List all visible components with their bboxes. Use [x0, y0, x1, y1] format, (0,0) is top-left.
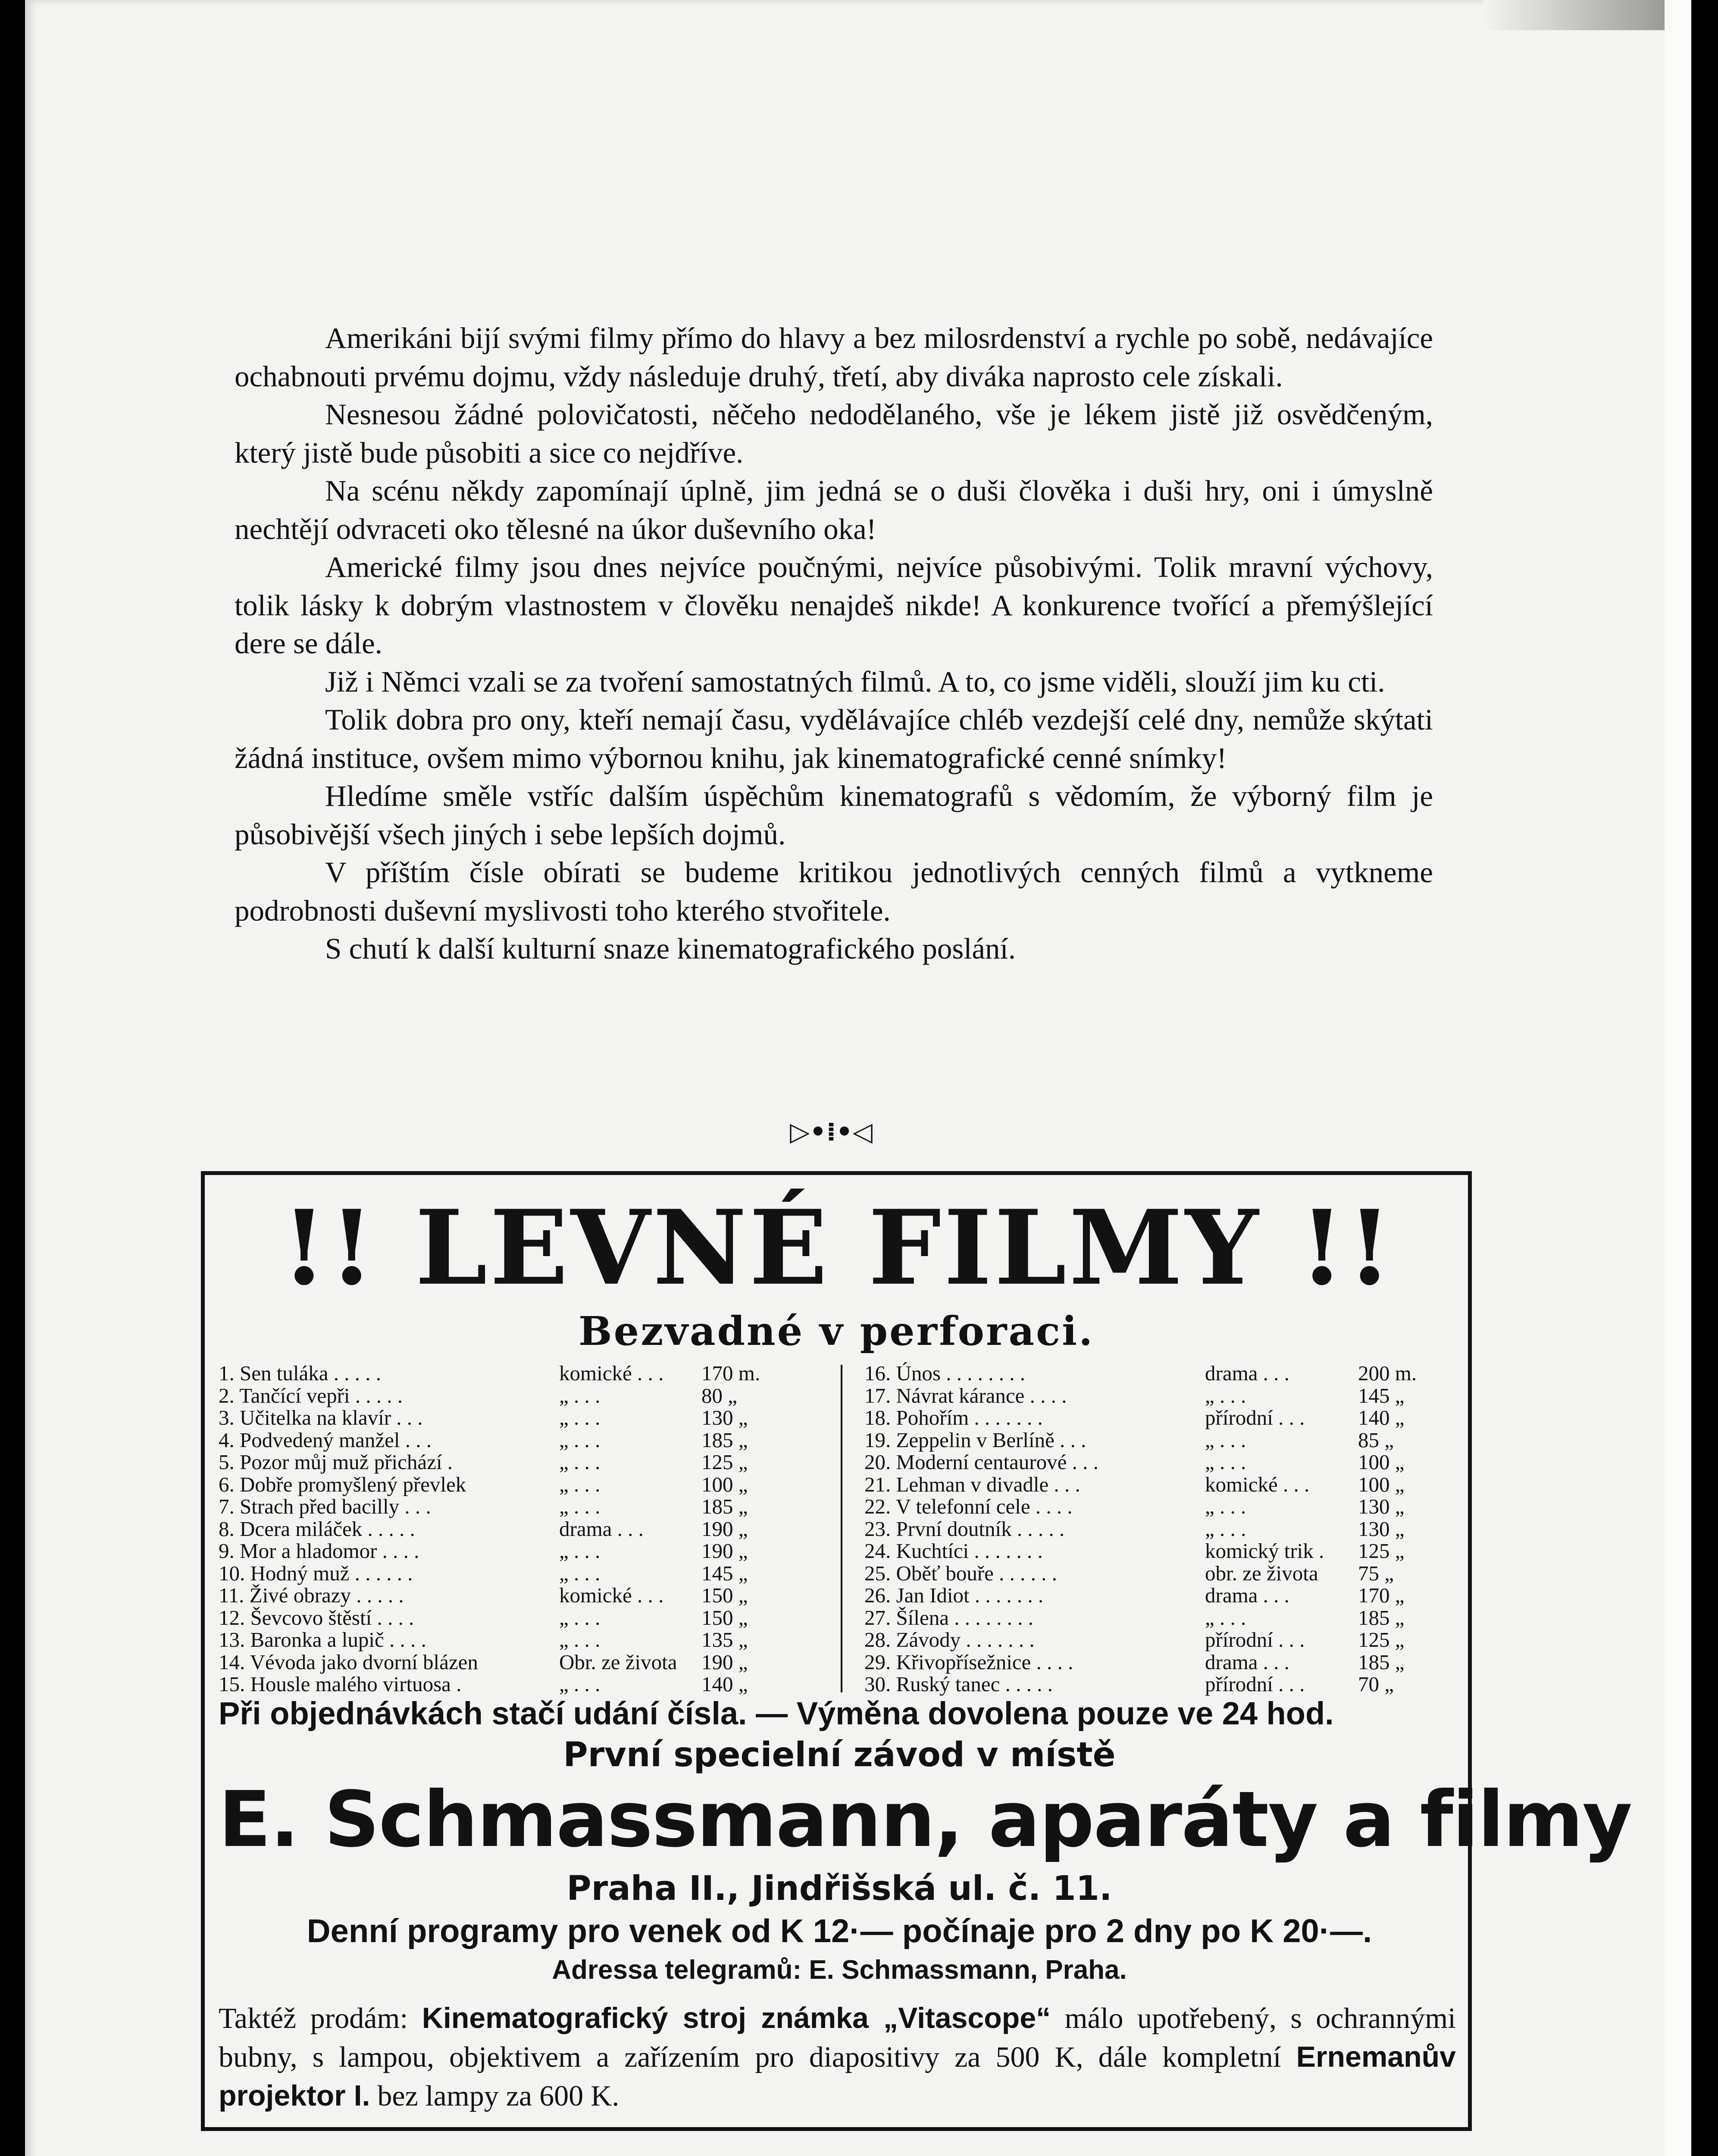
- film-length: 145 „: [701, 1561, 748, 1585]
- film-row: [864, 1495, 1455, 1518]
- film-title: 30. Ruský tanec . . . . .: [864, 1672, 1053, 1696]
- film-title: 28. Závody . . . . . . .: [864, 1628, 1035, 1651]
- film-genre: „ . . .: [559, 1428, 601, 1452]
- paragraph: Tolik dobra pro ony, kteří nemají času, vydělávajíce chléb vezdejší celé dny, nemůže skýtati žádná instituce, ovšem mimo výbornou knihu, jak kinematografické cenné snímky!: [235, 703, 1433, 774]
- first-company-line: První specielní závod v místě: [563, 1736, 1116, 1774]
- paragraph: Hledíme směle vstříc dalším úspěchům kinematografů s vědomím, že výborný film je působivější všech jiných i sebe lepších dojmů.: [235, 780, 1433, 851]
- film-row: [219, 1362, 824, 1385]
- film-title: 22. V telefonní cele . . . .: [864, 1495, 1073, 1518]
- paragraph: Již i Němci vzali se za tvoření samostatných filmů. A to, co jsme viděli, slouží jim ku cti.: [325, 665, 1385, 698]
- film-title: 7. Strach před bacilly . . .: [219, 1495, 431, 1518]
- film-row: [864, 1385, 1455, 1407]
- film-length: 200 m.: [1358, 1361, 1417, 1385]
- film-title: 19. Zeppelin v Berlíně . . .: [864, 1428, 1086, 1452]
- company-name: E. Schmassmann, aparáty a filmy: [219, 1775, 1632, 1864]
- company-address: Praha II., Jindřišská ul. č. 11.: [566, 1869, 1112, 1908]
- page-sheet: [25, 0, 1691, 2156]
- film-genre: „ . . .: [559, 1605, 601, 1630]
- film-genre: drama . . .: [559, 1517, 644, 1541]
- film-genre: komické . . .: [1205, 1472, 1310, 1496]
- film-genre: „ . . .: [559, 1450, 601, 1474]
- film-length: 190 „: [701, 1650, 748, 1674]
- film-row: [864, 1584, 1455, 1607]
- film-row: [219, 1540, 824, 1562]
- film-length: 190 „: [701, 1539, 748, 1563]
- film-title: 10. Hodný muž . . . . . .: [219, 1561, 413, 1585]
- film-title: 3. Učitelka na klavír . . .: [219, 1406, 423, 1429]
- film-title: 17. Návrat kárance . . . .: [864, 1383, 1067, 1407]
- film-title: 9. Mor a hladomor . . . .: [219, 1539, 419, 1563]
- film-length: 130 „: [1358, 1495, 1405, 1518]
- film-length: 185 „: [1358, 1605, 1405, 1630]
- film-title: 27. Šílena . . . . . . . .: [864, 1605, 1033, 1630]
- film-genre: přírodní . . .: [1205, 1628, 1305, 1651]
- film-row: [864, 1451, 1455, 1473]
- film-genre: přírodní . . .: [1205, 1672, 1305, 1696]
- advertisement-box: [201, 1171, 1632, 2131]
- film-genre: komické . . .: [559, 1583, 664, 1607]
- film-genre: „ . . .: [559, 1495, 601, 1518]
- projector-name: Ernemanův projektor I.: [219, 2040, 1456, 2112]
- film-length: 125 „: [1358, 1539, 1405, 1563]
- ad-subtitle: Bezvadné v perforaci.: [578, 1308, 1095, 1354]
- film-genre: „ . . .: [1205, 1383, 1246, 1407]
- film-title: 16. Únos . . . . . . . .: [864, 1361, 1025, 1385]
- sale-price: bez lampy za 600 K.: [377, 2079, 620, 2112]
- film-length: 130 „: [701, 1406, 748, 1429]
- film-title: 12. Ševcovo štěstí . . . .: [219, 1605, 414, 1630]
- film-list-left: [219, 1362, 824, 1695]
- film-row: [864, 1540, 1455, 1562]
- film-row: [219, 1407, 824, 1429]
- film-title: 6. Dobře promyšlený převlek: [219, 1472, 466, 1496]
- film-row: [864, 1607, 1455, 1629]
- film-genre: „ . . .: [559, 1539, 601, 1563]
- film-title: 25. Oběť bouře . . . . . .: [864, 1561, 1057, 1585]
- film-title: 4. Podvedený manžel . . .: [219, 1428, 432, 1452]
- film-row: [864, 1429, 1455, 1451]
- film-genre: drama . . .: [1205, 1583, 1289, 1607]
- film-genre: „ . . .: [559, 1672, 601, 1696]
- paragraph: Nesnesou žádné polovičatosti, něčeho nedodělaného, vše je lékem jistě již osvědčeným, který jistě bude působiti a sice co nejdříve.: [235, 398, 1433, 469]
- film-row: [864, 1673, 1455, 1695]
- film-genre: komické . . .: [559, 1361, 664, 1385]
- film-length: 100 „: [701, 1472, 748, 1496]
- telegram-address: Adressa telegramů: E. Schmassmann, Praha.: [552, 1955, 1127, 1985]
- film-title: 20. Moderní centaurové . . .: [864, 1450, 1098, 1474]
- film-title: 8. Dcera miláček . . . . .: [219, 1517, 415, 1541]
- page-margin-edge: [1665, 0, 1691, 2156]
- film-genre: přírodní . . .: [1205, 1406, 1305, 1429]
- film-genre: „ . . .: [1205, 1428, 1246, 1452]
- film-title: 18. Pohořím . . . . . . .: [864, 1406, 1043, 1429]
- film-title: 29. Křivopřísežnice . . . .: [864, 1650, 1073, 1674]
- film-row: [219, 1584, 824, 1607]
- film-row: [864, 1473, 1455, 1496]
- paragraph: Na scénu někdy zapomínají úplně, jim jedná se o duši člověka i duši hry, oni i úmyslně nechtějí odvraceti oko tělesné na úkor duševního oka!: [235, 474, 1433, 545]
- article-body: [235, 319, 1433, 968]
- film-length: 150 „: [701, 1605, 748, 1630]
- film-title: 14. Vévoda jako dvorní blázen: [219, 1650, 478, 1674]
- film-title: 24. Kuchtíci . . . . . . .: [864, 1539, 1043, 1563]
- film-length: 170 „: [1358, 1583, 1405, 1607]
- ad-title: !! LEVNÉ FILMY !!: [282, 1188, 1395, 1308]
- film-title: 5. Pozor můj muž přichází .: [219, 1450, 453, 1474]
- film-length: 75 „: [1358, 1561, 1394, 1585]
- film-genre: „ . . .: [559, 1472, 601, 1496]
- film-length: 125 „: [701, 1450, 748, 1474]
- film-length: 185 „: [1358, 1650, 1405, 1674]
- film-genre: drama . . .: [1205, 1650, 1289, 1674]
- paragraph: Americké filmy jsou dnes nejvíce poučnými, nejvíce působivými. Tolik mravní výchovy, tolik lásky k dobrým vlastnostem v člověku nenajdeš nikde! A konkurence tvořící a přemýšlející dere se dále.: [235, 551, 1433, 660]
- film-length: 125 „: [1358, 1628, 1405, 1651]
- film-row: [219, 1607, 824, 1629]
- film-genre: Obr. ze života: [559, 1650, 677, 1674]
- column-divider: [841, 1365, 842, 1692]
- vitascope-name: Kinematografický stroj známka „Vitascope“: [422, 2002, 1051, 2034]
- order-note: Při objednávkách stačí udání čísla. — Výměna dovolena pouze ve 24 hod.: [219, 1695, 1334, 1731]
- film-title: 23. První doutník . . . . .: [864, 1517, 1065, 1541]
- film-row: [864, 1651, 1455, 1673]
- paragraph: S chutí k další kulturní snaze kinematografického poslání.: [325, 932, 1016, 965]
- film-row: [864, 1562, 1455, 1585]
- film-length: 80 „: [701, 1383, 737, 1407]
- film-row: [219, 1629, 824, 1651]
- film-row: [864, 1518, 1455, 1540]
- film-genre: „ . . .: [1205, 1517, 1246, 1541]
- film-length: 100 „: [1358, 1472, 1405, 1496]
- film-genre: drama . . .: [1205, 1361, 1289, 1385]
- film-row: [219, 1495, 824, 1518]
- film-row: [219, 1385, 824, 1407]
- film-row: [219, 1673, 824, 1695]
- film-length: 185 „: [701, 1428, 748, 1452]
- film-length: 185 „: [701, 1495, 748, 1518]
- film-genre: „ . . .: [1205, 1605, 1246, 1630]
- film-length: 100 „: [1358, 1450, 1405, 1474]
- film-genre: „ . . .: [1205, 1495, 1246, 1518]
- film-title: 15. Housle malého virtuosa .: [219, 1672, 462, 1696]
- film-title: 26. Jan Idiot . . . . . . .: [864, 1583, 1044, 1607]
- film-title: 13. Baronka a lupič . . . .: [219, 1628, 426, 1651]
- film-length: 145 „: [1358, 1383, 1405, 1407]
- film-row: [219, 1518, 824, 1540]
- film-row: [219, 1651, 824, 1673]
- film-list-right: [864, 1362, 1455, 1695]
- film-row: [864, 1629, 1455, 1651]
- paragraph: V příštím čísle obírati se budeme kritikou jednotlivých cenných filmů a vytkneme podrobnosti duševní myslivosti toho kterého stvořitele.: [235, 856, 1433, 927]
- film-title: 2. Tančící vepři . . . . .: [219, 1383, 403, 1407]
- sale-intro: Taktéž prodám:: [219, 2002, 408, 2034]
- film-length: 190 „: [701, 1517, 748, 1541]
- film-row: [219, 1473, 824, 1496]
- film-length: 135 „: [701, 1628, 748, 1651]
- sale-description: málo upotřebený, s ochrannými bubny, s lampou, objektivem a zařízením pro diapositivy za 500 K, dále kompletní: [219, 2002, 1456, 2073]
- section-ornament: ▷•⁞•◁: [790, 1117, 873, 1147]
- film-title: 21. Lehman v divadle . . .: [864, 1472, 1080, 1496]
- film-length: 140 „: [1358, 1406, 1405, 1429]
- scan-edge-shadow: [1483, 0, 1665, 30]
- film-title: 11. Živé obrazy . . . . .: [219, 1583, 404, 1607]
- daily-programs: Denní programy pro venek od K 12·— počínaje pro 2 dny po K 20·—.: [307, 1913, 1372, 1949]
- film-genre: „ . . .: [559, 1561, 601, 1585]
- film-length: 70 „: [1358, 1672, 1394, 1696]
- film-genre: „ . . .: [1205, 1450, 1246, 1474]
- film-row: [219, 1562, 824, 1585]
- film-row: [219, 1451, 824, 1473]
- film-length: 140 „: [701, 1672, 748, 1696]
- sale-offer: [219, 1999, 1456, 2115]
- film-length: 150 „: [701, 1583, 748, 1607]
- film-length: 170 m.: [701, 1361, 760, 1385]
- film-row: [219, 1429, 824, 1451]
- film-title: 1. Sen tuláka . . . . .: [219, 1361, 381, 1385]
- film-row: [864, 1362, 1455, 1385]
- film-genre: „ . . .: [559, 1383, 601, 1407]
- film-genre: „ . . .: [559, 1628, 601, 1651]
- film-length: 130 „: [1358, 1517, 1405, 1541]
- film-row: [864, 1407, 1455, 1429]
- paragraph: Amerikáni bijí svými filmy přímo do hlavy a bez milosrdenství a rychle po sobě, nedávajíce ochabnouti prvému dojmu, vždy následuje druhý, třetí, aby diváka naprosto cele získali.: [235, 322, 1433, 393]
- film-length: 85 „: [1358, 1428, 1394, 1452]
- film-genre: „ . . .: [559, 1406, 601, 1429]
- film-genre: komický trik .: [1205, 1539, 1324, 1563]
- film-genre: obr. ze života: [1205, 1561, 1318, 1585]
